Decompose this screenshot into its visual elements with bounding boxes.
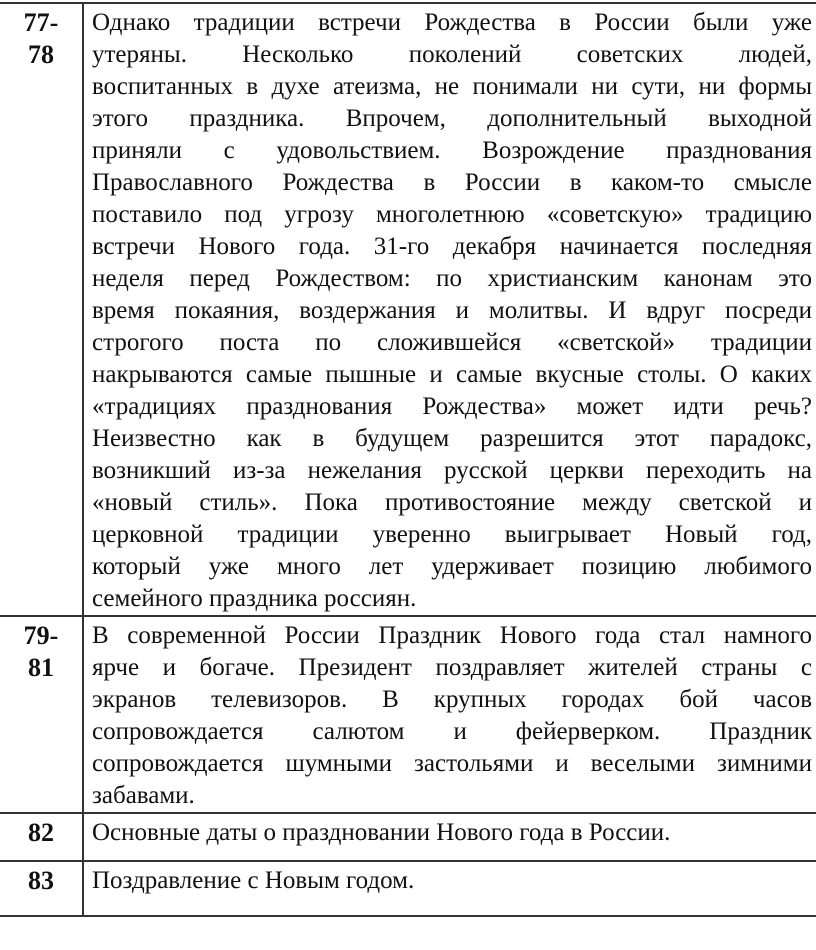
text-line: Однако традиции встречи Рождества в России были уже bbox=[92, 9, 812, 36]
slide-number-part: 79- bbox=[23, 621, 59, 650]
table-row bbox=[0, 4, 816, 617]
text-line: семейного праздника россиян. bbox=[92, 585, 417, 612]
text-line: накрываются самые пышные и самые вкусные столы. О каких bbox=[92, 361, 812, 388]
slide-number bbox=[0, 862, 84, 915]
slide-description bbox=[84, 617, 816, 812]
slide-number-part: 78 bbox=[28, 40, 54, 69]
text-line: экранов телевизоров. В крупных городах бой часов bbox=[92, 686, 812, 713]
slide-number-part: 83 bbox=[28, 866, 54, 895]
slide-number bbox=[0, 814, 84, 860]
slide-number-part: 82 bbox=[28, 818, 54, 847]
text-line: сопровождается салютом и фейерверком. Праздник bbox=[92, 718, 812, 745]
text-line: воспитанных в духе атеизма, не понимали ни сути, ни формы bbox=[92, 73, 812, 100]
slide-description bbox=[84, 862, 816, 915]
slide-number bbox=[0, 4, 84, 615]
slide-description bbox=[84, 814, 816, 860]
table-row bbox=[0, 617, 816, 814]
text-line: который уже много лет удерживает позицию любимого bbox=[92, 553, 812, 580]
slide-number-part: 77- bbox=[23, 8, 59, 37]
text-line: утеряны. Несколько поколений советских людей, bbox=[92, 41, 812, 68]
text-line: возникший из-за нежелания русской церкви переходить на bbox=[92, 457, 812, 484]
text-line: церковной традиции уверенно выигрывает Новый год, bbox=[92, 521, 812, 548]
text-line: «традициях празднования Рождества» может идти речь? bbox=[92, 393, 812, 420]
slide-number bbox=[0, 617, 84, 812]
text-line: забавами. bbox=[92, 782, 195, 809]
text-line: этого праздника. Впрочем, дополнительный выходной bbox=[92, 105, 812, 132]
text-line: строгого поста по сложившейся «светской» традиции bbox=[92, 329, 812, 356]
text-line: приняли с удовольствием. Возрождение празднования bbox=[92, 137, 812, 164]
slide-description bbox=[84, 4, 816, 615]
text-line: В современной России Праздник Нового года стал намного bbox=[92, 622, 812, 649]
text-line: Поздравление с Новым годом. bbox=[92, 867, 415, 894]
slide-number-part: 81 bbox=[28, 653, 54, 682]
text-line: Основные даты о праздновании Нового года в России. bbox=[92, 819, 671, 846]
text-line: сопровождается шумными застольями и веселыми зимними bbox=[92, 750, 812, 777]
text-line: неделя перед Рождеством: по христианским канонам это bbox=[92, 265, 812, 292]
text-line: встречи Нового года. 31-го декабря начинается последняя bbox=[92, 233, 812, 260]
text-line: Православного Рождества в России в каком-то смысле bbox=[92, 169, 812, 196]
text-line: время покаяния, воздержания и молитвы. И вдруг посреди bbox=[92, 297, 812, 324]
table-row bbox=[0, 814, 816, 862]
table-row bbox=[0, 862, 816, 917]
text-line: Неизвестно как в будущем разрешится этот парадокс, bbox=[92, 425, 812, 452]
text-line: поставило под угрозу многолетнюю «советскую» традицию bbox=[92, 201, 812, 228]
text-line: «новый стиль». Пока противостояние между светской и bbox=[92, 489, 812, 516]
text-line: ярче и богаче. Президент поздравляет жителей страны с bbox=[92, 654, 812, 681]
content-table bbox=[0, 2, 816, 917]
